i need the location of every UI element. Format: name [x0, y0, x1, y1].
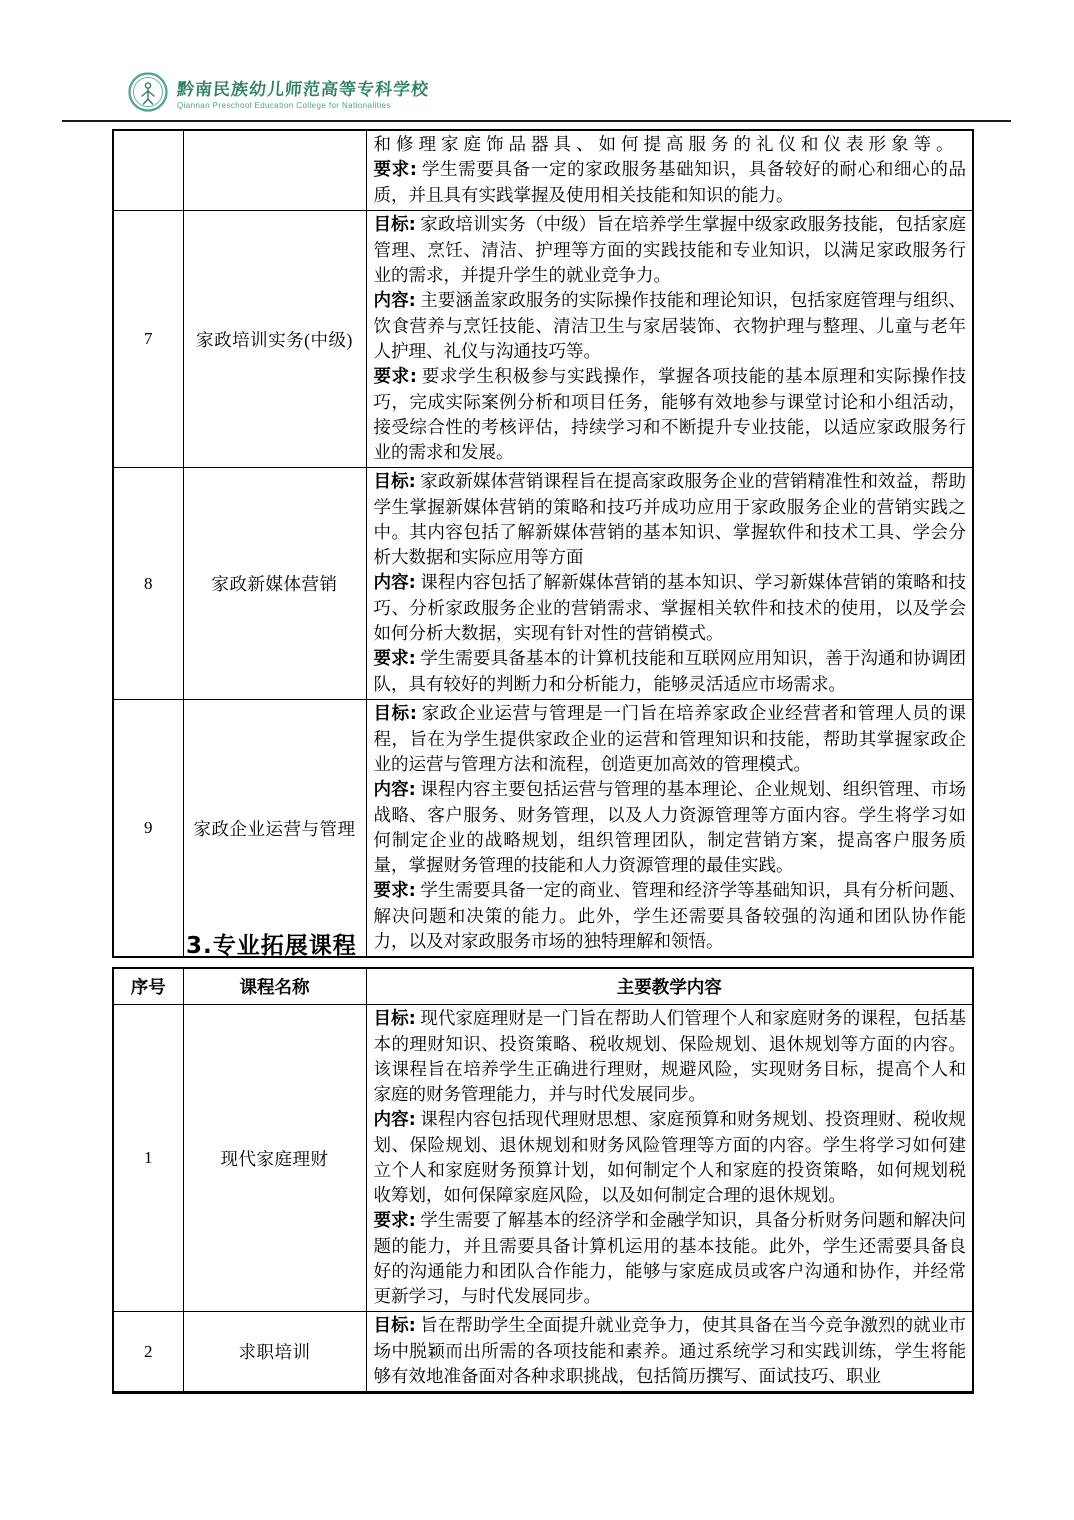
paragraph-label: 要求: [373, 649, 416, 669]
row-number: 7 [113, 211, 183, 468]
course-name [183, 130, 366, 211]
header-divider [62, 120, 1011, 122]
description-paragraph: 目标: 旨在帮助学生全面提升就业竞争力，使其具备在当今竞争激烈的就业市场中脱颖而出所需的各项技能和素养。通过系统学习和实践训练，学生将能够有效地准备面对各种求职挑战，包括简历撰写、面试技巧、职业 [373, 1315, 966, 1386]
course-name: 家政企业运营与管理 [183, 700, 366, 958]
header-cell-number: 序号 [113, 968, 183, 1005]
description-paragraph: 要求: 学生需要具备基本的计算机技能和互联网应用知识，善于沟通和协调团队，具有较好的判断力和分析能力，能够灵活适应市场需求。 [373, 648, 966, 694]
description-paragraph: 内容: 主要涵盖家政服务的实际操作技能和理论知识，包括家庭管理与组织、饮食营养与烹饪技能、清洁卫生与家居装饰、衣物护理与整理、儿童与老年人护理、礼仪与沟通技巧等。 [373, 290, 966, 361]
description-paragraph: 目标: 现代家庭理财是一门旨在帮助人们管理个人和家庭财务的课程，包括基本的理财知识、投资策略、税收规划、保险规划、退休规划等方面的内容。该课程旨在培养学生正确进行理财，规避风险，实现财务目标，提高个人和家庭的财务管理能力，并与时代发展同步。 [373, 1008, 966, 1104]
course-name: 家政培训实务(中级) [183, 211, 366, 468]
expansion-table-body [113, 1005, 973, 1393]
paragraph-label: 内容: [373, 780, 416, 800]
table-row [113, 1005, 973, 1312]
course-name: 现代家庭理财 [183, 1005, 366, 1312]
row-number: 2 [113, 1312, 183, 1393]
course-name: 家政新媒体营销 [183, 468, 366, 700]
expansion-course-table [112, 967, 974, 1394]
paragraph-label: 要求: [373, 1211, 416, 1231]
continuation-paragraph: 和修理家庭饰品器具、如何提高服务的礼仪和仪表形象等。 [373, 134, 959, 154]
paragraph-label: 内容: [373, 291, 416, 311]
table-row [113, 211, 973, 468]
paragraph-label: 内容: [373, 1110, 416, 1130]
paragraph-label: 目标: [373, 1009, 416, 1029]
table-row [113, 130, 973, 211]
description-paragraph: 目标: 家政培训实务（中级）旨在培养学生掌握中级家政服务技能，包括家庭管理、烹饪、清洁、护理等方面的实践技能和专业知识，以满足家政服务行业的需求，并提升学生的就业竞争力。 [373, 214, 966, 285]
row-number: 9 [113, 700, 183, 958]
course-description [366, 700, 973, 958]
paragraph-label: 目标: [373, 1316, 416, 1336]
description-paragraph: 要求: 学生需要具备一定的家政服务基础知识，具备较好的耐心和细心的品质，并且具有实践掌握及使用相关技能和知识的能力。 [373, 159, 967, 205]
table-row [113, 700, 973, 958]
course-description [366, 468, 973, 700]
description-paragraph: 内容: 课程内容主要包括运营与管理的基本理论、企业规划、组织管理、市场战略、客户服务、财务管理，以及人力资源管理等方面内容。学生将学习如何制定企业的战略规划，组织管理团队，制定营销方案，提高客户服务质量，掌握财务管理的技能和人力资源管理的最佳实践。 [373, 779, 966, 875]
course-description [366, 1005, 973, 1312]
paragraph-label: 要求: [373, 881, 416, 901]
course-description [366, 130, 973, 211]
description-paragraph: 要求: 学生需要具备一定的商业、管理和经济学等基础知识，具有分析问题、解决问题和决策的能力。此外，学生还需要具备较强的沟通和团队协作能力，以及对家政服务市场的独特理解和领悟。 [373, 880, 966, 951]
description-paragraph: 内容: 课程内容包括了解新媒体营销的基本知识、学习新媒体营销的策略和技巧、分析家政服务企业的营销需求、掌握相关软件和技术的使用，以及学会如何分析大数据，实现有针对性的营销模式。 [373, 572, 966, 643]
header-cell-course-name: 课程名称 [183, 968, 366, 1005]
section-heading: 3.专业拓展课程 [186, 933, 357, 959]
description-paragraph: 目标: 家政新媒体营销课程旨在提高家政服务企业的营销精准性和效益，帮助学生掌握新媒体营销的策略和技巧并成功应用于家政服务企业的营销实践之中。其内容包括了解新媒体营销的基本知识、掌握软件和技术工具、学会分析大数据和实际应用等方面 [373, 471, 966, 567]
school-logo [128, 72, 429, 112]
paragraph-label: 目标: [373, 472, 416, 492]
row-number [113, 130, 183, 211]
course-name: 求职培训 [183, 1312, 366, 1393]
curriculum-table-continued [112, 129, 974, 958]
paragraph-label: 要求: [373, 160, 417, 180]
course-description [366, 1312, 973, 1393]
table-header-row [113, 968, 973, 1005]
paragraph-label: 要求: [373, 367, 417, 387]
school-name-en: Qiannan Preschool Education College for Nationalities [177, 101, 391, 110]
paragraph-label: 目标: [373, 215, 416, 235]
description-paragraph: 内容: 课程内容包括现代理财思想、家庭预算和财务规划、投资理财、税收规划、保险规划、退休规划和财务风险管理等方面的内容。学生将学习如何建立个人和家庭财务预算计划，如何制定个人和家庭的投资策略，如何规划税收筹划，如何保障家庭风险，以及如何制定合理的退休规划。 [373, 1109, 966, 1205]
row-number: 8 [113, 468, 183, 700]
description-paragraph: 目标: 家政企业运营与管理是一门旨在培养家政企业经营者和管理人员的课程，旨在为学生提供家政企业的运营和管理知识和技能，帮助其掌握家政企业的运营与管理方法和流程，创造更加高效的管理模式。 [373, 703, 967, 774]
course-description [366, 211, 973, 468]
school-name-zh: 黔南民族幼儿师范高等专科学校 [176, 80, 430, 100]
school-emblem-icon [128, 72, 168, 112]
table-row [113, 468, 973, 700]
school-name-block [177, 72, 429, 110]
description-paragraph: 要求: 学生需要了解基本的经济学和金融学知识，具备分析财务问题和解决问题的能力，并且需要具备计算机运用的基本技能。此外，学生还需要具备良好的沟通能力和团队合作能力，能够与家庭成员或客户沟通和协作，并经常更新学习，与时代发展同步。 [373, 1210, 966, 1306]
paragraph-label: 内容: [373, 573, 416, 593]
description-paragraph: 要求: 要求学生积极参与实践操作，掌握各项技能的基本原理和实际操作技巧，完成实际案例分析和项目任务，能够有效地参与课堂讨论和小组活动，接受综合性的考核评估，持续学习和不断提升专业技能，以适应家政服务行业的需求和发展。 [373, 366, 967, 462]
paragraph-label: 目标: [373, 704, 417, 724]
header-cell-content: 主要教学内容 [366, 968, 973, 1005]
curriculum-table-body [113, 130, 973, 957]
row-number: 1 [113, 1005, 183, 1312]
table-row [113, 1312, 973, 1393]
